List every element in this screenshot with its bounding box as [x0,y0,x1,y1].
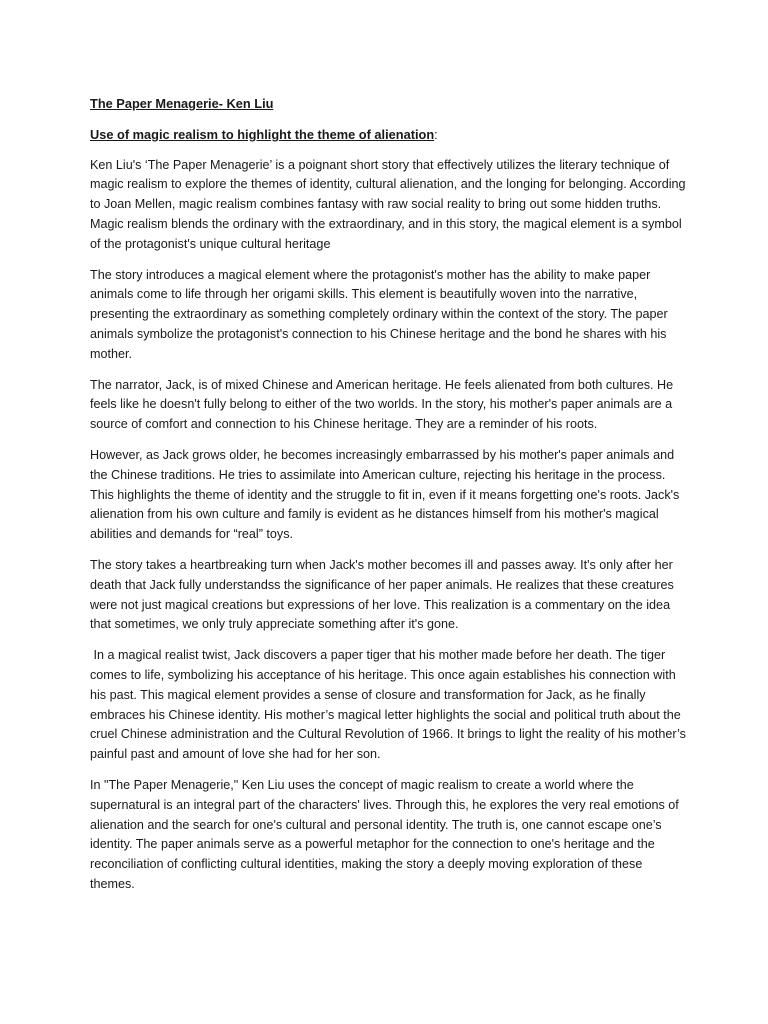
paragraph-assimilation: However, as Jack grows older, he becomes increasingly embarrassed by his mother's paper animals and the Chinese traditions. He tries to assimilate into American culture, rejecting his heritage in the process. This highlights the theme of identity and the struggle to fit in, even if it means forgetting one's roots. Jack's alienation from his own culture and family is evident as he distances himself from his mother's magical abilities and demands for “real” toys. [90,447,683,542]
section-heading-colon: : [434,126,438,142]
section-heading [90,125,688,145]
section-heading-text: Use of magic realism to highlight the theme of alienation [90,126,435,142]
document-body [90,94,688,906]
document-title: The Paper Menagerie- Ken Liu [90,96,274,111]
paragraph-magical-element: The story introduces a magical element where the protagonist's mother has the ability to make paper animals come to life through her origami skills. This element is beautifully woven into the narrative, presenting the extraordinary as something completely ordinary within the context of the story. The paper animals symbolize the protagonist's connection to his Chinese heritage and the bond he shares with his mother. [90,267,672,361]
paragraph-intro: Ken Liu's ‘The Paper Menagerie’ is a poignant short story that effectively utilizes the literary technique of magic realism to explore the themes of identity, cultural alienation, and the longing for belonging. According to Joan Mellen, magic realism combines fantasy with raw social reality to bring out some hidden truths. Magic realism blends the ordinary with the extraordinary, and in this story, the magical element is a symbol of the protagonist's unique cultural heritage [90,157,690,251]
paragraph-narrator: The narrator, Jack, is of mixed Chinese and American heritage. He feels alienated from both cultures. He feels like he doesn't fully belong to either of the two worlds. In the story, his mother's paper animals are a source of comfort and connection to his Chinese heritage. They are a reminder of his roots. [90,377,677,432]
paragraph-conclusion: In "The Paper Menagerie," Ken Liu uses the concept of magic realism to create a world where the supernatural is an integral part of the characters' lives. Through this, he explores the very real emotions of alienation and the search for one's cultural and personal identity. The truth is, one cannot escape one’s identity. The paper animals serve as a powerful metaphor for the connection to one's heritage and the reconciliation of conflicting cultural identities, making the story a deeply moving exploration of these themes. [90,777,683,891]
paragraph-paper-tiger: In a magical realist twist, Jack discovers a paper tiger that his mother made before her death. The tiger comes to life, symbolizing his acceptance of his heritage. This once again establishes his connection with his past. This magical element provides a sense of closure and transformation for Jack, as he finally embraces his Chinese identity. His mother’s magical letter highlights the social and political truth about the cruel Chinese administration and the Cultural Revolution of 1966. It brings to light the reality of his mother’s painful past and amount of love she had for her son. [90,648,690,762]
paragraph-mother-death: The story takes a heartbreaking turn when Jack's mother becomes ill and passes away. It's only after her death that Jack fully understandss the significance of her paper animals. He realizes that these creatures were not just magical creations but expressions of her love. This realization is a commentary on the idea that sometimes, we only truly appreciate something after it's gone. [90,557,678,632]
